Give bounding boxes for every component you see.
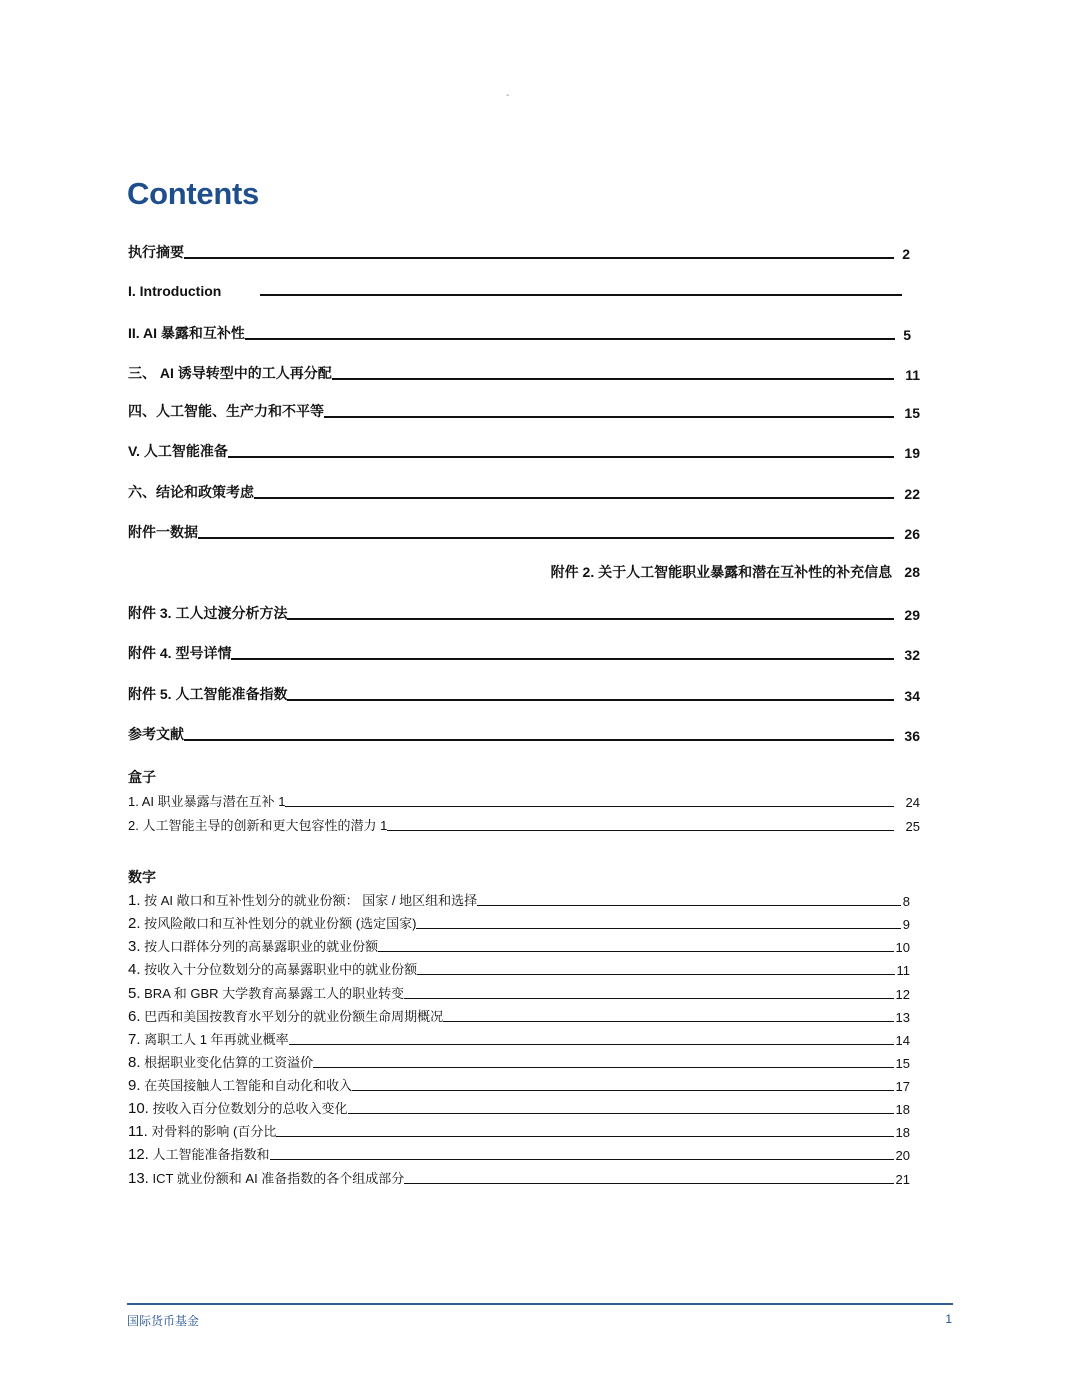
figure-entry-number: 1. [128,892,141,909]
leader-line [378,951,893,952]
leader-line [260,294,902,296]
figure-entry-5[interactable] [128,983,910,1002]
toc-entry-page: 15 [904,405,920,421]
figure-entry-page: 13 [895,1010,910,1025]
figure-entry-label [128,1006,443,1025]
toc-entry-executive-summary[interactable] [128,242,910,262]
figure-entry-text: 按收入十分位数划分的高暴露职业中的就业份额 [144,962,418,977]
toc-entry-annex-1[interactable] [128,522,920,542]
toc-entry-label: 附件一数据 [128,524,198,540]
toc-entry-label: 参考文献 [128,726,184,742]
leader-line [417,974,894,975]
leader-line [287,699,894,701]
page-title: Contents [127,176,259,211]
figure-entry-label [128,890,477,909]
figures-heading: 数字 [128,869,156,885]
toc-entry-annex-2[interactable] [551,562,920,582]
leader-line [443,1021,893,1022]
figure-entry-page: 20 [895,1148,910,1163]
figure-entry-label [128,1075,352,1094]
toc-entry-page: 34 [904,688,920,704]
figure-entry-label [128,1121,276,1140]
toc-entry-label: I. Introduction [128,283,222,299]
figure-entry-number: 6. [128,1008,141,1025]
figure-entry-text: ICT 就业份额和 AI 准备指数的各个组成部分 [152,1171,405,1186]
leader-line [477,905,901,906]
figure-entry-label [128,959,417,978]
box-entry-2[interactable] [128,815,920,834]
leader-line [254,497,894,499]
figure-entry-number: 10. [128,1100,149,1117]
toc-entry-conclusions[interactable] [128,482,920,502]
toc-entry-annex-3[interactable] [128,603,920,623]
box-entry-1[interactable] [128,791,920,810]
leader-line [184,257,894,259]
figure-entry-page: 15 [895,1056,910,1071]
figure-entry-number: 2. [128,915,141,932]
toc-entry-page: 2 [902,246,910,262]
toc-entry-page: 32 [904,647,920,663]
toc-entry-annex-5[interactable] [128,684,920,704]
boxes-heading: 盒子 [128,769,156,785]
leader-line [228,456,894,458]
box-entry-label: 1. AI 职业暴露与潜在互补 1 [128,794,286,809]
toc-entry-annex-4[interactable] [128,643,920,663]
figure-entry-number: 7. [128,1031,141,1048]
footer-divider [127,1303,953,1305]
figure-entry-3[interactable] [128,936,910,955]
toc-entry-page: 22 [904,486,920,502]
toc-entry-page: 19 [904,445,920,461]
toc-entry-label: 执行摘要 [128,244,184,260]
footer-organization: 国际货币基金 [127,1314,200,1328]
toc-entry-label: 附件 2. 关于人工智能职业暴露和潜在互补性的补充信息 [550,564,893,580]
leader-line [287,618,894,620]
leader-line [348,1113,894,1114]
figure-entry-number: 4. [128,961,141,978]
toc-entry-label: 四、人工智能、生产力和不平等 [128,403,324,419]
leader-line [404,1183,893,1184]
leader-line [352,1090,893,1091]
footer-page-number: 1 [945,1312,952,1326]
figure-entry-text: 按人口群体分列的高暴露职业的就业份额 [144,939,379,954]
figure-entry-text: 根据职业变化估算的工资溢价 [144,1055,314,1070]
figure-entry-page: 11 [896,963,910,978]
figure-entry-text: 巴西和美国按教育水平划分的就业份额生命周期概况 [144,1009,444,1024]
figure-entry-text: 按 AI 敞口和互补性划分的就业份额： 国家 / 地区组和选择 [144,893,478,908]
figure-entry-label [128,1168,404,1187]
toc-entry-introduction[interactable] [128,283,904,299]
figure-entry-number: 5. [128,985,141,1002]
toc-entry-label: 附件 3. 工人过渡分析方法 [128,605,288,621]
leader-line [404,998,893,999]
leader-line [332,378,894,380]
figure-entry-12[interactable] [128,1144,910,1163]
leader-line [289,1044,894,1045]
toc-entry-ai-exposure[interactable] [128,323,911,343]
figure-entry-page: 8 [902,894,910,909]
box-entry-label: 2. 人工智能主导的创新和更大包容性的潜力 1 [128,818,388,833]
figure-entry-text: 人工智能准备指数和 [152,1147,270,1162]
leader-line [313,1067,893,1068]
figure-entry-number: 8. [128,1054,141,1071]
figure-entry-page: 18 [895,1102,910,1117]
toc-entry-page: 36 [904,728,920,744]
leader-line [276,1136,893,1137]
figure-entry-8[interactable] [128,1052,910,1071]
header-mark: - [506,90,510,101]
box-entry-page: 25 [905,819,920,834]
figure-entry-9[interactable] [128,1075,910,1094]
figure-entry-text: 按风险敞口和互补性划分的就业份额 (选定国家) [144,916,417,931]
figure-entry-page: 17 [895,1079,910,1094]
figure-entry-page: 21 [895,1172,910,1187]
figure-entry-label [128,1144,270,1163]
figure-entry-label [128,1052,313,1071]
figure-entry-page: 9 [902,917,910,932]
leader-line [324,416,894,418]
toc-entry-worker-reallocation[interactable] [128,363,920,383]
figure-entry-10[interactable] [128,1098,910,1117]
figure-entry-page: 10 [895,940,910,955]
leader-line [245,338,895,340]
toc-entry-label: 附件 5. 人工智能准备指数 [128,686,288,702]
figure-entry-page: 12 [895,987,910,1002]
figure-entry-text: 对骨料的影响 (百分比 [151,1124,277,1139]
figure-entry-1[interactable] [128,890,910,909]
figure-entry-label [128,913,416,932]
figure-entry-text: 按收入百分位数划分的总收入变化 [152,1101,348,1116]
figure-entry-6[interactable] [128,1006,910,1025]
toc-entry-page: 5 [903,327,911,343]
figure-entry-text: 离职工人 1 年再就业概率 [144,1032,289,1047]
leader-line [387,830,894,831]
toc-entry-page: 11 [905,367,920,383]
toc-entry-label: V. 人工智能准备 [128,443,228,459]
toc-entry-productivity-inequality[interactable] [128,401,920,421]
figure-entry-page: 18 [895,1125,910,1140]
toc-entry-label: 三、 AI 诱导转型中的工人再分配 [128,365,332,381]
toc-entry-page: 28 [904,564,920,580]
figure-entry-number: 12. [128,1146,149,1163]
figure-entry-label [128,1098,348,1117]
figure-entry-page: 14 [895,1033,910,1048]
toc-entry-label: 附件 4. 型号详情 [128,645,232,661]
figure-entry-number: 13. [128,1170,149,1187]
toc-entry-references[interactable] [128,724,920,744]
figure-entry-text: 在英国接触人工智能和自动化和收入 [144,1078,353,1093]
figure-entry-11[interactable] [128,1121,910,1140]
figure-entry-7[interactable] [128,1029,910,1048]
toc-entry-ai-preparedness[interactable] [128,441,920,461]
leader-line [231,658,894,660]
leader-line [270,1159,894,1160]
leader-line [416,928,900,929]
figure-entry-text: BRA 和 GBR 大学教育高暴露工人的职业转变 [144,986,405,1001]
leader-line [184,739,894,741]
leader-line [285,806,894,807]
toc-entry-page: 26 [904,526,920,542]
figure-entry-4[interactable] [128,959,910,978]
figure-entry-label [128,936,378,955]
figure-entry-number: 11. [128,1123,148,1140]
leader-line [198,537,894,539]
toc-entry-page: 29 [904,607,920,623]
figure-entry-2[interactable] [128,913,910,932]
figure-entry-label [128,983,404,1002]
figure-entry-label [128,1029,289,1048]
box-entry-page: 24 [905,795,920,810]
figure-entry-13[interactable] [128,1168,910,1187]
toc-entry-label: 六、结论和政策考虑 [128,484,254,500]
figure-entry-number: 9. [128,1077,141,1094]
toc-entry-label: II. AI 暴露和互补性 [128,325,245,341]
figure-entry-number: 3. [128,938,141,955]
